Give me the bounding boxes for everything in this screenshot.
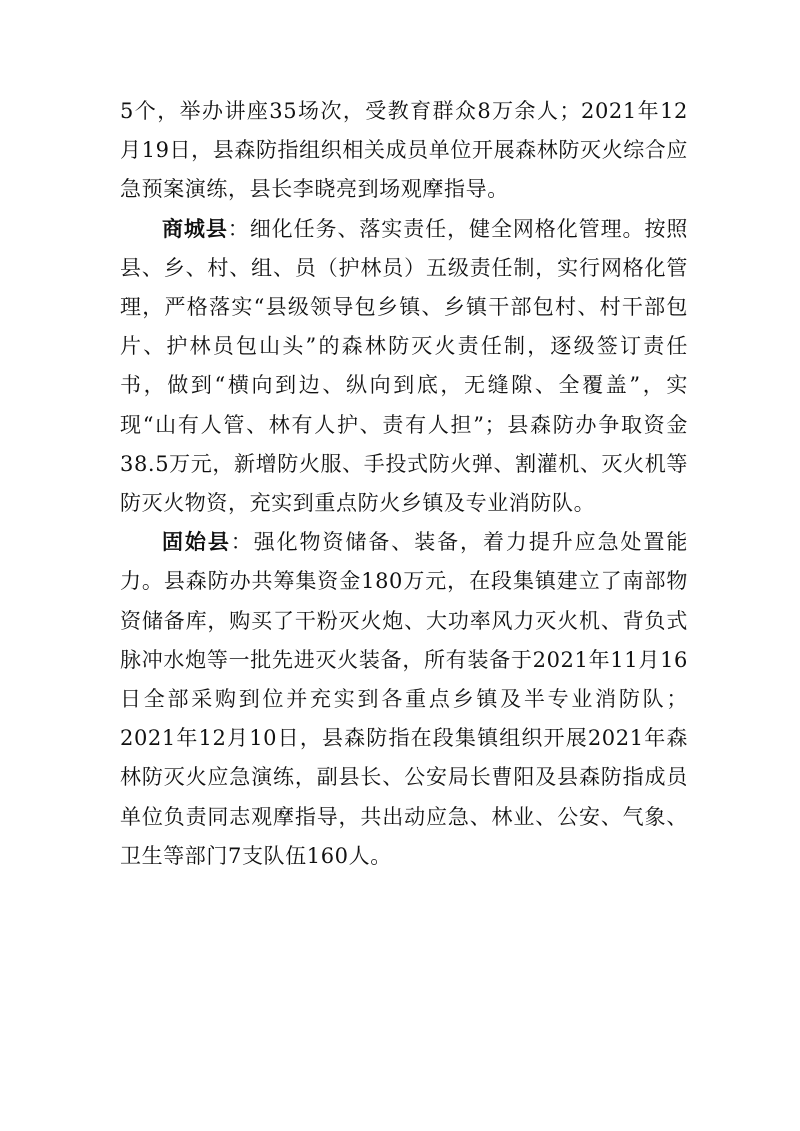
document-body [120, 92, 688, 876]
paragraph-lead: 固始县 [162, 530, 231, 555]
paragraph-gushi [120, 523, 688, 876]
paragraph-continuation [120, 92, 688, 210]
paragraph-text: ：强化物资储备、装备，着力提升应急处置能力。县森防办共筹集资金180万元，在段集镇建立了南部物资储备库，购买了干粉灭火炮、大功率风力灭火机、背负式脉冲水炮等一批先进灭火装备，所有装备于2021年11月16日全部采购到位并充实到各重点乡镇及半专业消防队；2021年12月10日，县森防指在段集镇组织开展2021年森林防灭火应急演练，副县长、公安局长曹阳及县森防指成员单位负责同志观摩指导，共出动应急、林业、公安、气象、卫生等部门7支队伍160人。 [120, 530, 689, 868]
paragraph-text: ：细化任务、落实责任，健全网格化管理。按照县、乡、村、组、员（护林员）五级责任制，实行网格化管理，严格落实“县级领导包乡镇、乡镇干部包村、村干部包片、护林员包山头”的森林防灭火责任制，逐级签订责任书，做到“横向到边、纵向到底，无缝隙、全覆盖”，实现“山有人管、林有人护、责有人担”；县森防办争取资金38.5万元，新增防火服、手投式防火弹、割灌机、灭火机等防灭火物资，充实到重点防火乡镇及专业消防队。 [120, 216, 688, 516]
paragraph-text: 5个，举办讲座35场次，受教育群众8万余人；2021年12月19日，县森防指组织相关成员单位开展森林防灭火综合应急预案演练，县长李晓亮到场观摩指导。 [120, 99, 688, 202]
paragraph-lead: 商城县 [162, 216, 228, 241]
paragraph-shangcheng [120, 210, 688, 524]
